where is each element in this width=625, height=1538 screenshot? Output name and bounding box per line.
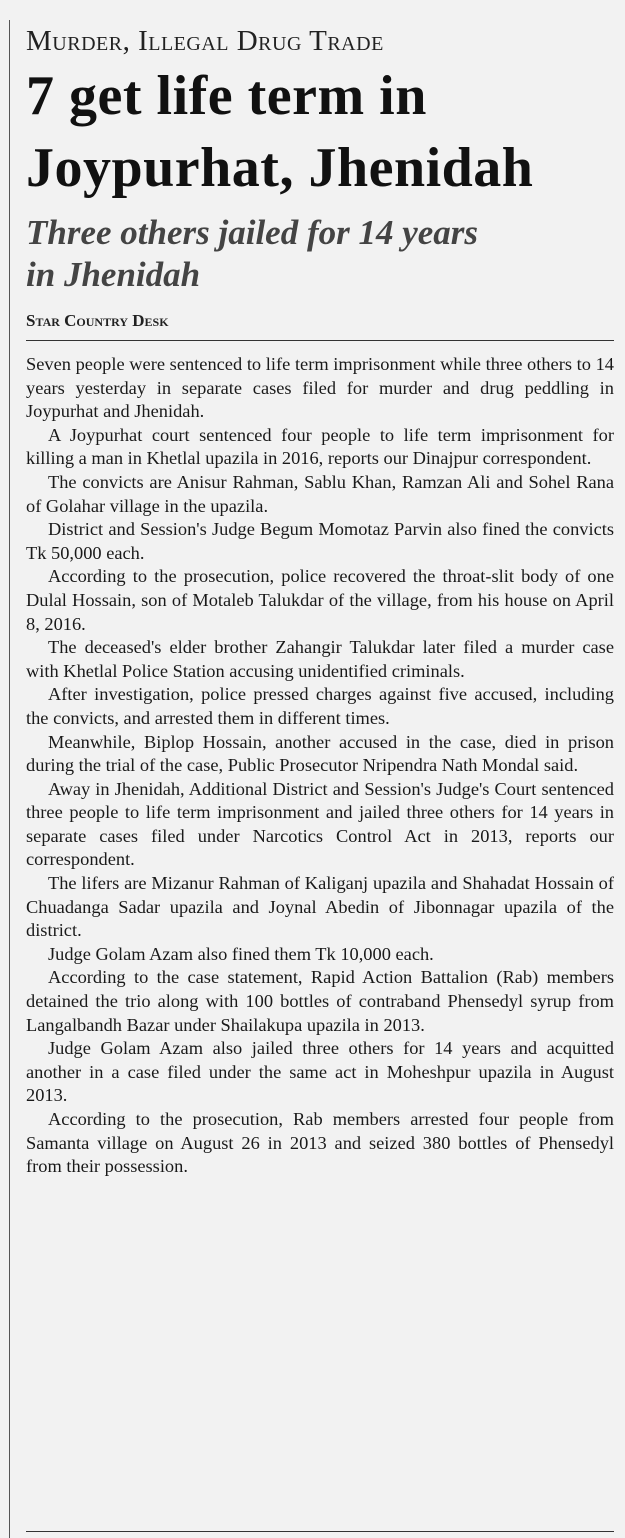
article <box>26 22 616 1179</box>
article-paragraph: A Joypurhat court sentenced four people to life term imprisonment for killing a man in Khetlal upazila in 2016, reports our Dinajpur correspondent. <box>26 424 614 469</box>
article-paragraph: According to the prosecution, Rab members arrested four people from Samanta village on August 26 in 2013 and seized 380 bottles of Phensedyl from their possession. <box>26 1109 614 1177</box>
bottom-divider <box>26 1531 614 1532</box>
column-rule-left <box>9 20 10 1538</box>
article-headline: 7 get life term in Joypurhat, Jhenidah <box>26 65 534 199</box>
article-paragraph: Away in Jhenidah, Additional District and Session's Judge's Court sentenced three people to life term imprisonment and jailed three others for 14 years in separate cases filed under Narcotics Control Act in 2013, reports our correspondent. <box>26 778 614 870</box>
article-paragraph: According to the case statement, Rapid Action Battalion (Rab) members detained the trio along with 100 bottles of contraband Phensedyl syrup from Langalbandh Bazar under Shailakupa upazila in 2013. <box>26 967 614 1035</box>
article-paragraph: Seven people were sentenced to life term imprisonment while three others to 14 years yesterday in separate cases filed for murder and drug peddling in Joypurhat and Jhenidah. <box>26 354 614 422</box>
article-paragraph: According to the prosecution, police recovered the throat-slit body of one Dulal Hossain, son of Motaleb Talukdar of the village, from his house on April 8, 2016. <box>26 566 614 634</box>
article-paragraph: The convicts are Anisur Rahman, Sablu Khan, Ramzan Ali and Sohel Rana of Golahar village in the upazila. <box>26 471 614 516</box>
article-paragraph: The lifers are Mizanur Rahman of Kaliganj upazila and Shahadat Hossain of Chuadanga Sadar upazila and Joynal Abedin of Jibonnagar upazila of the district. <box>26 873 614 941</box>
article-subhead: Three others jailed for 14 years in Jhenidah <box>26 213 479 294</box>
article-paragraph: After investigation, police pressed charges against five accused, including the convicts, and arrested them in different times. <box>26 684 614 728</box>
byline-divider <box>26 340 614 341</box>
article-kicker: Murder, Illegal Drug Trade <box>26 25 384 57</box>
article-paragraph: The deceased's elder brother Zahangir Talukdar later filed a murder case with Khetlal Police Station accusing unidentified criminals. <box>26 637 614 681</box>
article-body <box>26 353 614 1179</box>
article-paragraph: Meanwhile, Biplop Hossain, another accused in the case, died in prison during the trial of the case, Public Prosecutor Nripendra Nath Mondal said. <box>26 731 614 776</box>
article-paragraph: Judge Golam Azam also fined them Tk 10,000 each. <box>48 943 434 964</box>
article-byline: Star Country Desk <box>26 311 169 330</box>
article-paragraph: Judge Golam Azam also jailed three others for 14 years and acquitted another in a case filed under the same act in Moheshpur upazila in August 2013. <box>26 1038 614 1106</box>
article-paragraph: District and Session's Judge Begum Momotaz Parvin also fined the convicts Tk 50,000 each. <box>26 519 614 563</box>
